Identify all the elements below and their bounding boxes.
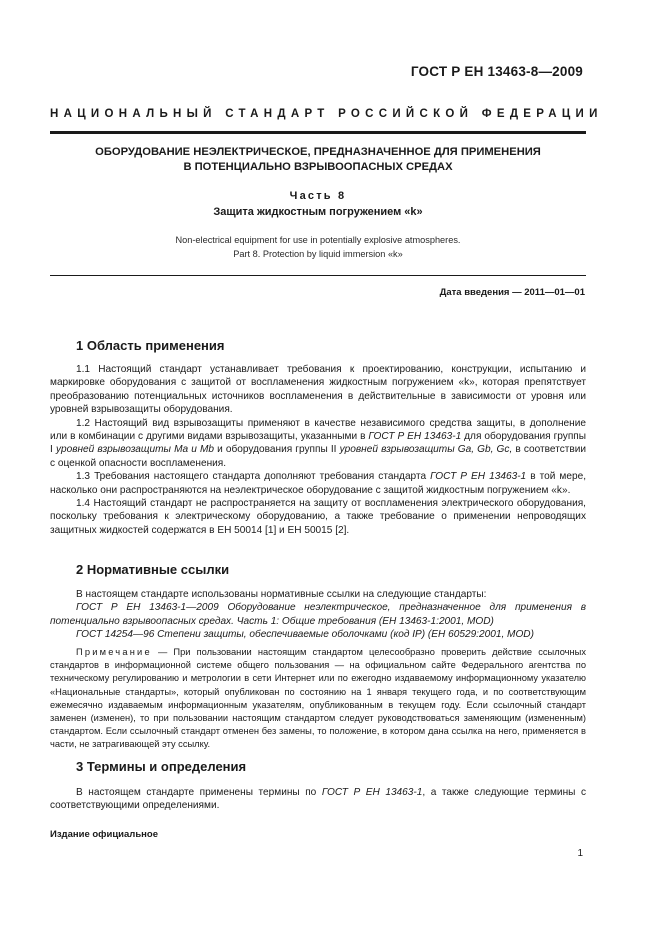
reference-link: ГОСТ Р ЕН 13463-1 [430, 471, 527, 483]
paragraph-1-4: 1.4 Настоящий стандарт не распространяется на защиту от воспламенения электрического оборудования, поскольку требования к электрическому оборудованию, а также требование о применении непроводящих защитных жидкостей содержатся в ЕН 50014 [1] и ЕН 50015 [2]. [50, 498, 586, 536]
document-title [60, 145, 576, 175]
title-line-2: В ПОТЕНЦИАЛЬНО ВЗРЫВООПАСНЫХ СРЕДАХ [183, 161, 453, 173]
title-line-1: ОБОРУДОВАНИЕ НЕЭЛЕКТРИЧЕСКОЕ, ПРЕДНАЗНАЧЕННОЕ ДЛЯ ПРИМЕНЕНИЯ [95, 146, 541, 158]
section-3-heading: 3 Термины и определения [76, 759, 247, 774]
national-standard-banner: НАЦИОНАЛЬНЫЙ СТАНДАРТ РОССИЙСКОЙ ФЕДЕРАЦИИ [50, 108, 603, 120]
section-2-body [50, 588, 586, 642]
terms-paragraph: В настоящем стандарте применены термины по ГОСТ Р ЕН 13463-1, а также следующие термины с соответствующими определениями. [50, 787, 586, 812]
reference-item-2: ГОСТ 14254—96 Степени защиты, обеспечиваемые оболочками (код IP) (ЕН 60529:2001, MOD) [76, 629, 534, 641]
section-2-heading: 2 Нормативные ссылки [76, 562, 230, 577]
references-note [50, 646, 586, 752]
paragraph-1-1: 1.1 Настоящий стандарт устанавливает требования к проектированию, конструкции, испытанию и маркировке оборудования с защитой от воспламенения жидкостным погружением «k», которая препятствует преобразованию потенциальных источников воспламенения в действительные в зависимости от уровня или уровней взрывозащиты оборудования. [50, 364, 586, 416]
part-title: Защита жидкостным погружением «k» [213, 206, 423, 218]
paragraph-1-2: 1.2 Настоящий вид взрывозащиты применяют в качестве независимого средства защиты, в дополнение или в комбинации с другими видами взрывозащиты, указанными в ГОСТ Р ЕН 13463-1 для оборудования группы I уровней взрывозащиты Ma и Mb и оборудования группы II уровней взрывозащиты Ga, Gb, Gc, в соответствии с оценкой опасности воспламенения. [50, 417, 587, 469]
note-text: — При пользовании настоящим стандартом целесообразно проверить действие ссылочных стандартов в информационной системе общего пользования — на официальном сайте Федерального агентства по техническому регулированию и метрологии в сети Интернет или по ежегодно издаваемому информационному указателю «Национальные стандарты», который опубликован по состоянию на 1 января текущего года, и по соответствующим ежемесячно издаваемым информационным указателям, опубликованным в текущем году. Если ссылочный стандарт заменен (изменен), то при пользовании настоящим стандартом следует руководствоваться заменяющим (измененным) стандартом. Если ссылочный стандарт отменен без замены, то положение, в котором дана ссылка на него, применяется в части, не затрагивающей эту ссылку. [50, 647, 586, 750]
part-label: Часть 8 [289, 190, 347, 202]
standard-code: ГОСТ Р ЕН 13463-8—2009 [410, 64, 583, 79]
note-label: Примечание [76, 647, 152, 657]
official-edition-label: Издание официальное [50, 829, 158, 840]
english-title-line-1: Non-electrical equipment for use in potentially explosive atmospheres. [175, 235, 461, 245]
reference-link: ГОСТ Р ЕН 13463-1 [321, 787, 423, 798]
title-rule [50, 275, 586, 276]
section-1-heading: 1 Область применения [76, 338, 225, 353]
page-number: 1 [577, 848, 583, 859]
header-rule [50, 131, 586, 134]
section-1-body [50, 363, 586, 537]
section-3-body [50, 786, 586, 813]
reference-item-1: ГОСТ Р ЕН 13463-1—2009 Оборудование неэлектрическое, предназначенное для применения в потенциально взрывоопасных средах. Часть 1: Общие требования (ЕН 13463-1:2001, MOD) [50, 602, 586, 627]
introduction-date: Дата введения — 2011—01—01 [439, 287, 585, 298]
paragraph-1-3: 1.3 Требования настоящего стандарта дополняют требования стандарта ГОСТ Р ЕН 13463-1 в той мере, насколько они распространяются на неэлектрическое оборудование с защитой жидкостным погружением «k». [50, 471, 586, 496]
english-title-line-2: Part 8. Protection by liquid immersion «k» [233, 249, 403, 259]
english-title [60, 233, 576, 261]
references-intro: В настоящем стандарте использованы нормативные ссылки на следующие стандарты: [76, 589, 487, 600]
reference-link: ГОСТ Р ЕН 13463-1 [368, 431, 462, 443]
